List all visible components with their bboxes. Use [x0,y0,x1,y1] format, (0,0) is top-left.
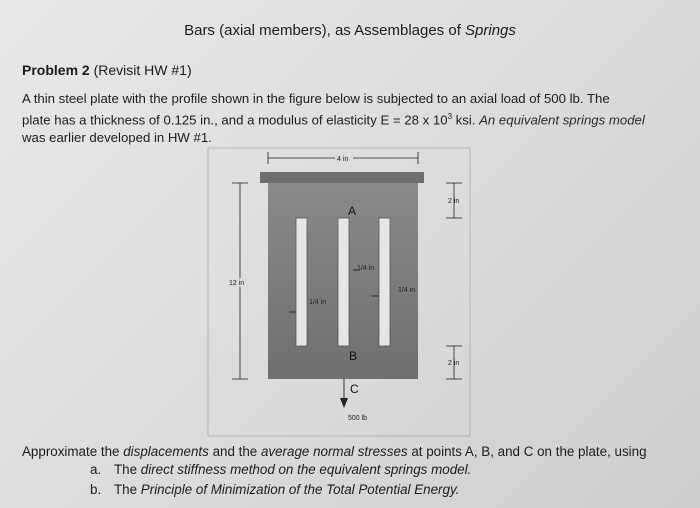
list-item: a. The direct stiffness method on the equivalent springs model. [90,462,472,477]
load-label: 500 lb [348,415,368,422]
dim-top-label: 4 in [337,156,349,163]
problem-statement: A thin steel plate with the profile shown in the figure below is subjected to an axial load of 500 lb. The plate has a thickness of 0.125 in., and a modulus of elasticity E = 28 x $10^3$ ksi. An equivalent springs model was earlier developed in HW #1. [22,91,645,146]
point-c-label: C [350,382,359,396]
slot-left [296,218,307,346]
slot-width-left-label: 1/4 in [309,299,327,306]
point-a-label: A [348,204,357,218]
slot-middle [338,218,349,346]
slot-width-mid-label: 1/4 in [357,265,375,272]
problem-heading: Problem 2 (Revisit HW #1) [22,62,192,78]
load-arrow-head [340,398,348,408]
page-title: Bars (axial members), as Assemblages of Springs [184,22,516,39]
task-intro: Approximate the displacements and the average normal stresses at points A, B, and C on the plate, using [22,444,647,459]
point-b-label: B [349,349,358,363]
task-list [90,460,471,500]
slot-width-right-label: 1/4 in [398,287,416,294]
dim-right-top-label: 2 in [448,198,460,205]
dim-right-bottom-label: 2 in [448,360,460,367]
slot-right [379,218,390,346]
dim-left-label: 12 in [229,280,245,287]
top-support [260,172,424,183]
list-item: b. The Principle of Minimization of the Total Potential Energy. [90,482,460,497]
